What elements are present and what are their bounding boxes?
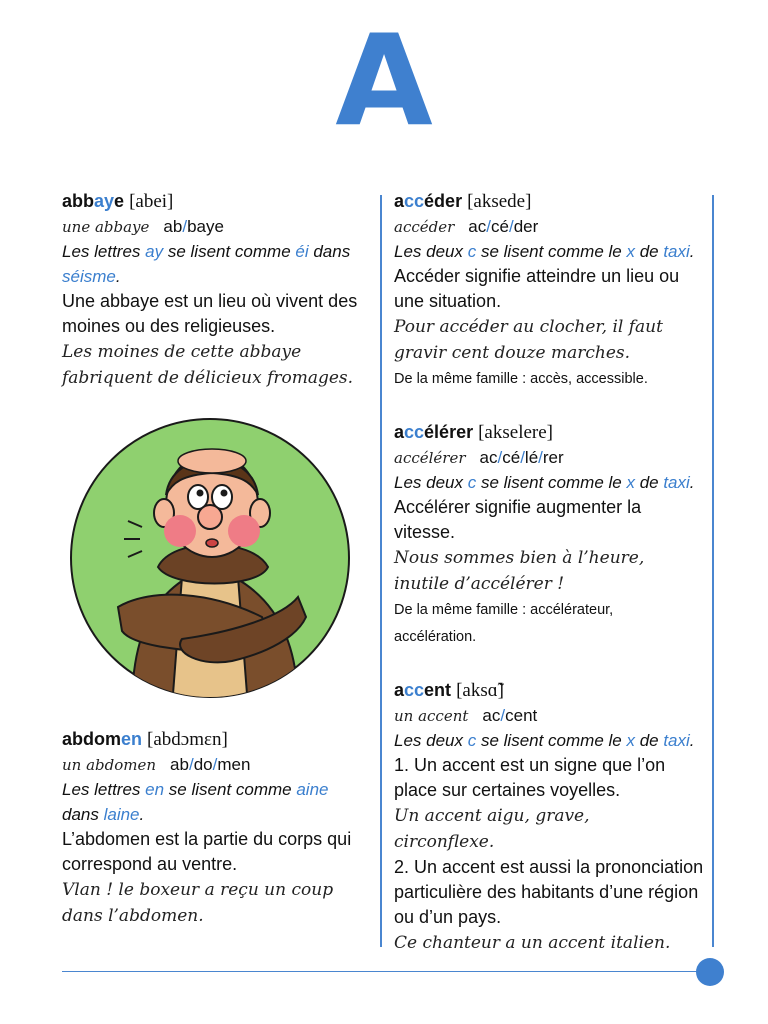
reading-rule: Les lettres ay se lisent comme éi dans séisme. <box>62 242 351 286</box>
example-sentence: Pour accéder au clocher, il faut gravir cent douze marches. <box>394 317 663 363</box>
example-sentence: Les moines de cette abbaye fabriquent de délicieux fromages. <box>62 342 354 388</box>
page-letter: A <box>335 7 433 154</box>
article-form: accéder <box>394 218 455 236</box>
headword: abdomen <box>62 729 143 749</box>
page-marker-dot <box>696 958 724 986</box>
footer-rule <box>62 971 698 972</box>
headword-line <box>62 188 372 215</box>
headword-line <box>62 726 372 753</box>
left-column <box>62 188 372 929</box>
phonetic: [akselere] <box>478 422 553 443</box>
article-form: une abbaye <box>62 218 150 236</box>
syllables: ac/cé/lé/rer <box>479 448 564 467</box>
example-sentence: Nous sommes bien à l’heure, inutile d’accélérer ! <box>394 548 645 594</box>
syllable-line <box>394 215 704 239</box>
syllable-line <box>394 704 704 728</box>
headword-line <box>394 188 704 215</box>
phonetic: [aksede] <box>467 191 532 212</box>
syllable-line <box>394 446 704 470</box>
phonetic: [abdɔmɛn] <box>147 729 228 750</box>
definition: Une abbaye est un lieu où vivent des moines ou des religieuses. <box>62 291 358 336</box>
definition: Accélérer signifie augmenter la vitesse. <box>394 497 642 542</box>
reading-rule: Les deux c se lisent comme le x de taxi. <box>394 473 695 492</box>
headword: accélérer <box>394 422 474 442</box>
syllables: ab/baye <box>163 217 224 236</box>
definition-2: 2. Un accent est aussi la prononciation particulière des habitants d’une région ou d’un pays. <box>394 857 704 927</box>
headword: accent <box>394 680 452 700</box>
definition: L’abdomen est la partie du corps qui correspond au ventre. <box>62 829 352 874</box>
entry-acceder <box>394 188 704 393</box>
example-sentence: Vlan ! le boxeur a reçu un coup dans l’abdomen. <box>62 880 334 926</box>
entry-accelerer <box>394 419 704 651</box>
definition-1: 1. Un accent est un signe que l’on place sur certaines voyelles. <box>394 755 666 800</box>
word-family: De la même famille : accélérateur, accélération. <box>394 602 614 645</box>
syllables: ac/cé/der <box>468 217 539 236</box>
phonetic: [aksɑ̃] <box>456 680 504 701</box>
right-margin-line <box>712 195 714 947</box>
word-family: De la même famille : accès, accessible. <box>394 371 648 387</box>
headword: abbaye <box>62 191 125 211</box>
example-sentence-2: Ce chanteur a un accent italien. <box>394 933 671 953</box>
reading-rule: Les deux c se lisent comme le x de taxi. <box>394 731 695 750</box>
article-form: un abdomen <box>62 756 157 774</box>
headword-line <box>394 677 704 704</box>
syllables: ac/cent <box>482 706 538 725</box>
reading-rule: Les lettres en se lisent comme aine dans laine. <box>62 780 329 824</box>
example-sentence-1: Un accent aigu, grave, circonflexe. <box>394 806 590 852</box>
column-divider <box>380 195 382 947</box>
syllables: ab/do/men <box>170 755 251 774</box>
article-form: accélérer <box>394 449 466 467</box>
syllable-line <box>62 753 372 777</box>
syllable-line <box>62 215 372 239</box>
phonetic: [abei] <box>129 191 174 212</box>
definition: Accéder signifie atteindre un lieu ou une situation. <box>394 266 680 311</box>
headword: accéder <box>394 191 463 211</box>
entry-abdomen <box>62 726 372 929</box>
headword-line <box>394 419 704 446</box>
article-form: un accent <box>394 707 469 725</box>
entry-accent <box>394 677 704 956</box>
right-column <box>394 188 704 956</box>
reading-rule: Les deux c se lisent comme le x de taxi. <box>394 242 695 261</box>
monk-illustration <box>62 417 358 699</box>
entry-abbaye <box>62 188 372 391</box>
